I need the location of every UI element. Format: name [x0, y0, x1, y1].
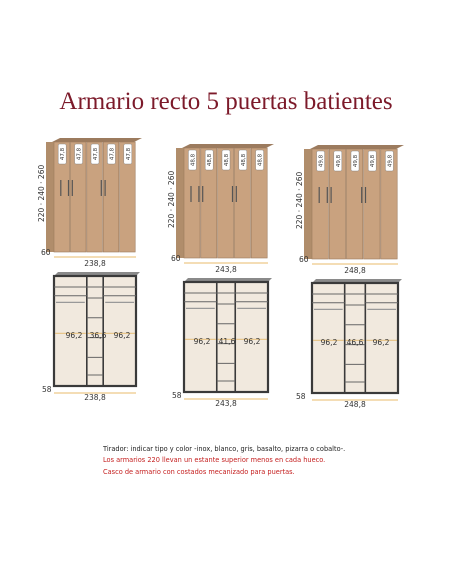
wardrobe-top-side: [52, 138, 142, 142]
handle-icon: [68, 180, 69, 196]
interior-view-3: [298, 279, 428, 409]
depth-dimension: 60: [299, 255, 309, 264]
height-dimension: 220 · 240 · 260: [37, 164, 46, 222]
section-width-right: 96,2: [372, 338, 390, 347]
depth-dimension: 58: [172, 391, 182, 400]
exterior-view-3: [296, 145, 426, 275]
section-width-left: 96,2: [65, 331, 83, 340]
depth-dimension: 60: [41, 248, 51, 257]
door-width-label: 48,8: [224, 153, 230, 167]
handle-icon: [365, 187, 366, 203]
notes-block: [103, 444, 448, 478]
handle-icon: [327, 187, 328, 203]
handle-icon: [202, 186, 203, 202]
wardrobe-top-side: [182, 144, 274, 148]
section-width-right: 96,2: [243, 337, 261, 346]
height-dimension: 220 · 240 · 260: [167, 170, 176, 228]
wardrobe-side: [304, 149, 312, 259]
door-width-label: 49,8: [353, 154, 359, 168]
door-group: [54, 142, 135, 252]
handle-icon: [319, 187, 320, 203]
section-width-right: 96,2: [113, 331, 131, 340]
width-dimension: 248,8: [344, 266, 366, 275]
interior-view-1: [40, 272, 170, 402]
door-width-label: 49,8: [387, 154, 394, 168]
door-width-label: 48,8: [257, 153, 264, 167]
wardrobe-side: [176, 148, 184, 258]
note-carcass: Casco de armario con costados mecanizado para puertas.: [103, 467, 295, 476]
handle-icon: [105, 180, 106, 196]
door-width-label: 47,8: [93, 147, 99, 161]
door-width-label: 47,8: [76, 147, 83, 161]
depth-dimension: 60: [171, 254, 181, 263]
width-dimension: 243,8: [215, 399, 237, 408]
door-width-label: 49,8: [370, 154, 377, 168]
section-width-middle: 41,6: [218, 337, 236, 346]
height-dimension: 220 · 240 · 260: [295, 171, 304, 229]
door-group: [184, 148, 267, 258]
door-width-label: 47,8: [60, 147, 67, 161]
interior-view-2: [170, 278, 300, 408]
handle-icon: [331, 187, 332, 203]
width-dimension: 238,8: [84, 259, 106, 268]
handle-icon: [198, 186, 199, 202]
handle-icon: [232, 186, 233, 202]
section-width-middle: 46,6: [346, 338, 364, 347]
depth-dimension: 58: [296, 392, 306, 401]
door-width-label: 47,8: [125, 147, 132, 161]
handle-icon: [101, 180, 102, 196]
door-width-label: 47,8: [109, 147, 116, 161]
door-width-label: 49,8: [335, 154, 342, 168]
wardrobe-top-side: [310, 145, 404, 149]
exterior-view-2: [168, 144, 298, 274]
handle-icon: [361, 187, 362, 203]
door-width-label: 48,8: [207, 153, 214, 167]
handle-icon: [60, 180, 61, 196]
handle-icon: [190, 186, 191, 202]
note-shelf: Los armarios 220 llevan un estante superior menos en cada hueco.: [103, 456, 326, 465]
width-dimension: 243,8: [215, 265, 237, 274]
wardrobe-side: [46, 142, 54, 252]
section-width-middle: 36,6: [89, 331, 107, 340]
width-dimension: 248,8: [344, 400, 366, 409]
door-width-label: 48,8: [240, 153, 247, 167]
door-group: [312, 149, 397, 259]
page-title: Armario recto 5 puertas batientes: [59, 88, 393, 115]
width-dimension: 238,8: [84, 393, 106, 402]
exterior-view-1: [38, 138, 168, 268]
handle-icon: [72, 180, 73, 196]
section-width-left: 96,2: [320, 338, 338, 347]
door-width-label: 49,8: [318, 154, 325, 168]
door-width-label: 48,8: [190, 153, 197, 167]
depth-dimension: 58: [42, 385, 52, 394]
handle-icon: [236, 186, 237, 202]
section-width-left: 96,2: [193, 337, 211, 346]
note-handle: Tirador: indicar tipo y color -inox, blanco, gris, basalto, pizarra o cobalto-.: [103, 445, 346, 453]
